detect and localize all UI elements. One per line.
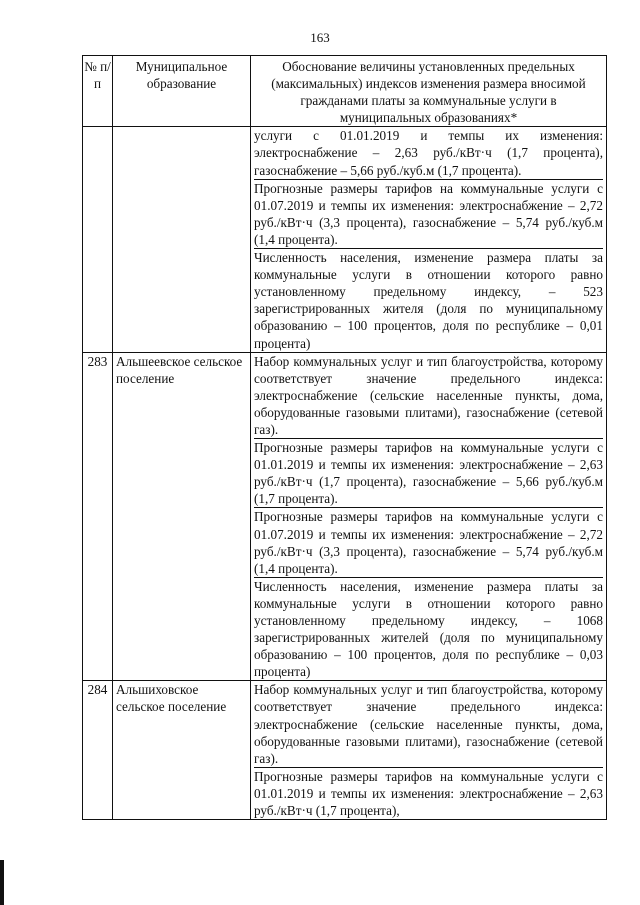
justification-paragraph: Прогнозные размеры тарифов на коммунальные услуги с 01.01.2019 и темпы их изменения: электроснабжение – 2,63 руб./кВт·ч (1,7 процента), газоснабжение – 5,66 руб./куб.м (1,7 процента). (254, 440, 603, 507)
row-justification (251, 681, 607, 820)
row-justification (251, 127, 607, 352)
header-municipality: Муниципальное образование (113, 56, 251, 127)
tariff-table (82, 55, 607, 820)
row-num: 284 (83, 681, 113, 820)
header-num: № п/п (83, 56, 113, 127)
row-num: 283 (83, 352, 113, 681)
row-municipality: Альшеевское сельское поселение (113, 352, 251, 681)
scan-edge-mark (0, 860, 4, 905)
table-row (83, 127, 607, 352)
justification-paragraph: Прогнозные размеры тарифов на коммунальные услуги с 01.01.2019 и темпы их изменения: электроснабжение – 2,63 руб./кВт·ч (1,7 процента), (254, 768, 603, 819)
row-municipality (113, 127, 251, 352)
row-num (83, 127, 113, 352)
table-header-row (83, 56, 607, 127)
header-justification: Обоснование величины установленных предельных (максимальных) индексов изменения размера вносимой гражданами платы за коммунальные услуги в муниципальных образованиях* (251, 56, 607, 127)
row-municipality: Альшиховское сельское поселение (113, 681, 251, 820)
justification-paragraph: Прогнозные размеры тарифов на коммунальные услуги с 01.07.2019 и темпы их изменения: электроснабжение – 2,72 руб./кВт·ч (3,3 процента), газоснабжение – 5,74 руб./куб.м (1,4 процента). (254, 509, 603, 576)
justification-paragraph: Набор коммунальных услуг и тип благоустройства, которому соответствует значение предельного индекса: электроснабжение (сельские населенные пункты, дома, оборудованные газовыми плитами), газоснабжение (сетевой газ). (254, 353, 603, 437)
justification-paragraph: Численность населения, изменение размера платы за коммунальные услуги в отношении которого равно установленному предельному индексу, – 523 зарегистрированных жителя (доля по муниципальному образованию – 100 процентов, доля по республике – 0,01 процента) (254, 250, 603, 351)
justification-paragraph: Прогнозные размеры тарифов на коммунальные услуги с 01.07.2019 и темпы их изменения: электроснабжение – 2,72 руб./кВт·ч (3,3 процента), газоснабжение – 5,74 руб./куб.м (1,4 процента). (254, 180, 603, 247)
table-row (83, 681, 607, 820)
table-row (83, 352, 607, 681)
page-number: 163 (310, 30, 330, 45)
justification-paragraph: Набор коммунальных услуг и тип благоустройства, которому соответствует значение предельного индекса: электроснабжение (сельские населенные пункты, дома, оборудованные газовыми плитами), газоснабжение (сетевой газ). (254, 682, 603, 766)
justification-paragraph: Численность населения, изменение размера платы за коммунальные услуги в отношении которого равно установленному предельному индексу, – 1068 зарегистрированных жителей (доля по муниципальному образованию – 100 процентов, доля по республике – 0,03 процента) (254, 578, 603, 680)
row-justification (251, 352, 607, 681)
justification-paragraph: услуги с 01.01.2019 и темпы их изменения: электроснабжение – 2,63 руб./кВт·ч (1,7 процента), газоснабжение – 5,66 руб./куб.м (1,7 процента). (254, 128, 603, 178)
